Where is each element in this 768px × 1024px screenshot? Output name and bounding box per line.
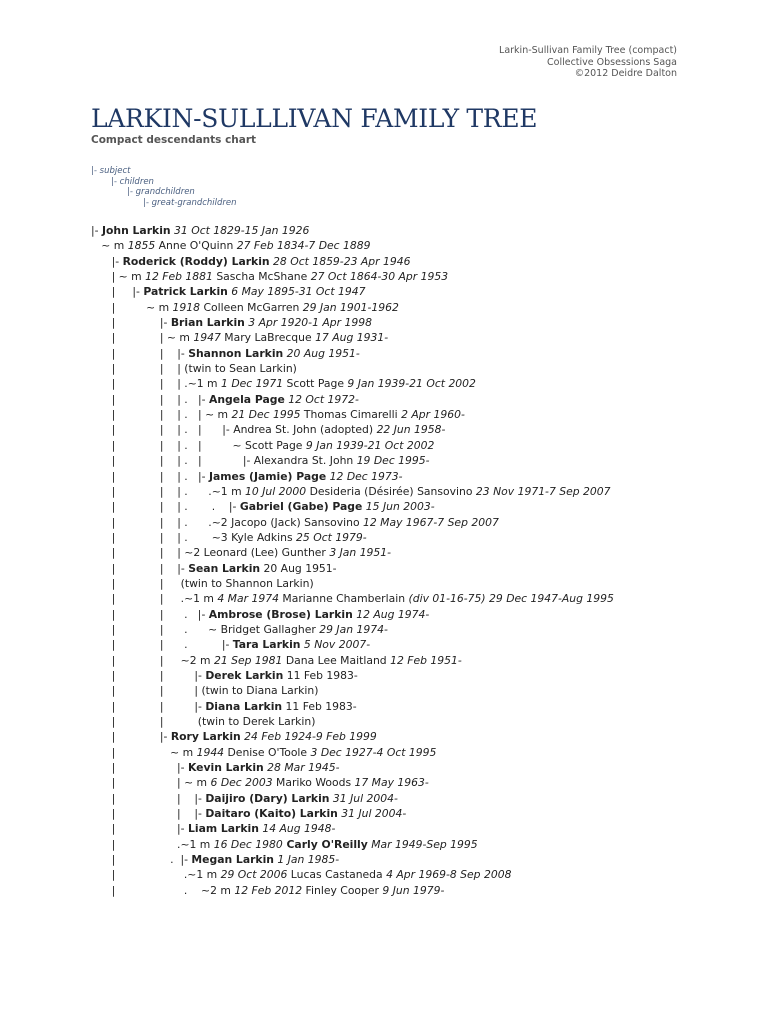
tree-text: | | | . | ~ Scott Page	[91, 438, 306, 452]
date-text: 29 Jan 1901-1962	[302, 300, 399, 314]
date-text: 16 Dec 1980	[213, 837, 283, 851]
date-text: 17 Aug 1931-	[315, 331, 389, 345]
date-text: 23 Nov 1971-7 Sep 2007	[475, 484, 611, 498]
tree-text: | . ~2 m	[91, 883, 235, 897]
tree-text: | |-	[91, 285, 144, 299]
legend-item-grandchildren	[91, 187, 237, 198]
tree-text: 11 Feb 1983-	[282, 699, 357, 713]
tree-text: Anne O'Quinn	[155, 239, 237, 253]
tree-line	[91, 422, 614, 437]
date-text: 1944	[196, 745, 225, 759]
date-text: 12 Aug 1974-	[352, 607, 430, 621]
tree-text: ~ m	[91, 239, 128, 253]
date-text: 12 Oct 1972-	[284, 392, 359, 406]
tree-text: Marianne Chamberlain	[278, 592, 409, 606]
tree-text: Colleen McGarren	[200, 300, 303, 314]
tree-line	[91, 760, 614, 775]
tree-text: | | |-	[91, 561, 189, 575]
tree-text: | | . |-	[91, 638, 233, 652]
date-text: 1947	[193, 331, 221, 345]
tree-text: | | | . | ~ m	[91, 408, 232, 422]
tree-text: | | | .~1 m	[91, 377, 222, 391]
date-text: 15 Jun 2003-	[362, 500, 435, 514]
legend-item-children	[91, 177, 237, 188]
person-name: Shannon Larkin	[188, 346, 284, 360]
date-text: 3 Apr 1920-1 Apr 1998	[244, 316, 372, 330]
tree-text: 11 Feb 1983-	[283, 668, 358, 682]
tree-text: | | ~ m	[91, 331, 194, 345]
tree-text: | | | . | |- Andrea St. John (adopted)	[91, 423, 377, 437]
tree-text: | | (twin to Shannon Larkin)	[91, 576, 314, 590]
tree-line	[91, 376, 614, 391]
tree-text: Mary LaBrecque	[220, 331, 316, 345]
tree-line	[91, 254, 614, 269]
tree-text: | | | . |-	[91, 392, 209, 406]
tree-text: Denise O'Toole	[224, 745, 311, 759]
tree-line	[91, 330, 614, 345]
person-name: Derek Larkin	[205, 668, 284, 682]
tree-line	[91, 346, 614, 361]
person-name: Sean Larkin	[188, 561, 261, 575]
tree-line	[91, 361, 614, 376]
tree-line	[91, 668, 614, 683]
legend	[91, 166, 237, 208]
tree-text: | | | . .~1 m	[91, 484, 246, 498]
tree-text: Thomas Cimarelli	[300, 408, 402, 422]
tree-text: | |-	[91, 761, 188, 775]
date-text: 28 Oct 1859-23 Apr 1946	[269, 254, 411, 268]
date-text: 31 Oct 1829-15 Jan 1926	[170, 224, 310, 237]
person-name: Roderick (Roddy) Larkin	[122, 254, 270, 268]
tree-text: | . |-	[91, 853, 192, 867]
date-text: 4 Apr 1969-8 Sep 2008	[386, 868, 512, 882]
tree-line	[91, 300, 614, 315]
legend-label: children	[119, 176, 154, 187]
date-text: 20 Aug 1951-	[283, 346, 360, 360]
tree-line	[91, 484, 614, 499]
tree-line	[91, 269, 614, 284]
tree-line	[91, 637, 614, 652]
legend-prefix: |-	[91, 166, 100, 176]
tree-text: | | | (twin to Diana Larkin)	[91, 684, 319, 698]
person-name: Ambrose (Brose) Larkin	[208, 607, 353, 621]
tree-line	[91, 453, 614, 468]
legend-item-subject	[91, 166, 237, 177]
person-name: Daitaro (Kaito) Larkin	[205, 807, 338, 821]
tree-text: | | |-	[91, 668, 206, 682]
tree-line	[91, 883, 614, 898]
tree-text: | | | ~2 Leonard (Lee) Gunther	[91, 546, 330, 560]
date-text: 3 Dec 1927-4 Oct 1995	[310, 745, 437, 759]
date-text: 1 Jan 1985-	[274, 853, 340, 867]
person-name: Kevin Larkin	[187, 761, 264, 775]
tree-line	[91, 622, 614, 637]
date-text: 27 Oct 1864-30 Apr 1953	[310, 270, 449, 284]
tree-line	[91, 438, 614, 453]
person-name: Patrick Larkin	[143, 285, 228, 299]
date-text: 22 Jun 1958-	[376, 423, 446, 437]
person-name: Diana Larkin	[205, 699, 283, 713]
tree-line	[91, 223, 614, 238]
legend-prefix: |-	[143, 197, 152, 208]
tree-text: Lucas Castaneda	[287, 868, 387, 882]
tree-text: | | (twin to Derek Larkin)	[91, 715, 316, 728]
tree-line	[91, 407, 614, 422]
header-copyright: ©2012 Deidre Dalton	[574, 68, 677, 80]
date-text: 14 Aug 1948-	[258, 822, 336, 836]
tree-line	[91, 806, 614, 821]
tree-line	[91, 284, 614, 299]
tree-line	[91, 545, 614, 560]
tree-line	[91, 729, 614, 744]
date-text: 31 Jul 2004-	[329, 791, 398, 805]
date-text: 1855	[127, 239, 156, 253]
date-text: 21 Sep 1981	[213, 653, 283, 667]
person-name: John Larkin	[101, 224, 171, 237]
legend-item-great-grandchildren	[91, 198, 237, 209]
tree-text: | | .~1 m	[91, 592, 218, 606]
tree-line	[91, 576, 614, 591]
page-subtitle: Compact descendants chart	[91, 134, 257, 146]
person-name: Liam Larkin	[187, 822, 259, 836]
tree-line	[91, 499, 614, 514]
tree-line	[91, 745, 614, 760]
tree-text: | | ~2 m	[91, 653, 214, 667]
date-text: 9 Jan 1939-21 Oct 2002	[305, 438, 435, 452]
tree-line	[91, 699, 614, 714]
tree-text: Dana Lee Maitland	[282, 653, 391, 667]
date-text: 1918	[172, 300, 201, 314]
tree-line	[91, 852, 614, 867]
tree-text: |-	[91, 254, 123, 268]
header-saga-name: Collective Obsessions Saga	[547, 56, 677, 68]
date-text: 6 Dec 2003	[210, 776, 273, 790]
tree-text: | ~ m	[91, 270, 146, 284]
legend-prefix: |-	[111, 176, 120, 187]
date-text: 5 Nov 2007-	[300, 638, 371, 652]
tree-line	[91, 867, 614, 882]
tree-text: Desideria (Désirée) Sansovino	[306, 484, 476, 498]
tree-line	[91, 714, 614, 729]
tree-line	[91, 561, 614, 576]
date-text: 12 May 1967-7 Sep 2007	[362, 515, 499, 529]
date-text: 4 Mar 1974	[217, 592, 279, 606]
date-text: 27 Feb 1834-7 Dec 1889	[236, 239, 371, 253]
person-name: Rory Larkin	[170, 730, 241, 744]
person-name: Brian Larkin	[170, 316, 245, 330]
tree-text: |-	[91, 224, 102, 237]
tree-line	[91, 392, 614, 407]
tree-line	[91, 791, 614, 806]
legend-prefix: |-	[127, 187, 136, 198]
person-name: Megan Larkin	[191, 853, 274, 867]
tree-line	[91, 315, 614, 330]
tree-line	[91, 653, 614, 668]
tree-text: | | | . | |- Alexandra St. John	[91, 454, 357, 468]
date-text: 12 Feb 1881	[145, 270, 213, 284]
tree-line	[91, 238, 614, 253]
date-text: 28 Mar 1945-	[263, 761, 340, 775]
tree-text: | ~ m	[91, 745, 197, 759]
tree-text: Sascha McShane	[212, 270, 311, 284]
tree-text: | | ~ m	[91, 776, 211, 790]
tree-line	[91, 607, 614, 622]
tree-text: | | |-	[91, 699, 206, 713]
date-text: 9 Jan 1939-21 Oct 2002	[347, 377, 476, 391]
person-name: Daijiro (Dary) Larkin	[205, 791, 330, 805]
date-text: 12 Feb 2012	[234, 883, 303, 897]
date-text: 29 Oct 2006	[220, 868, 288, 882]
tree-line	[91, 683, 614, 698]
tree-text: | | | . .~2 Jacopo (Jack) Sansovino	[91, 515, 363, 529]
date-text: 25 Oct 1979-	[296, 530, 367, 544]
person-name: James (Jamie) Page	[208, 469, 327, 483]
tree-text: | .~1 m	[91, 837, 214, 851]
tree-text: | | | . ~3 Kyle Adkins	[91, 530, 297, 544]
date-text: 10 Jul 2000	[245, 484, 307, 498]
tree-line	[91, 530, 614, 545]
tree-text: | | . |-	[91, 607, 209, 621]
tree-text: | | | . . |-	[91, 500, 240, 514]
date-text: 9 Jun 1979-	[382, 883, 445, 897]
tree-text: | ~ m	[91, 300, 173, 314]
date-text: 1 Dec 1971	[221, 377, 284, 391]
tree-line	[91, 591, 614, 606]
tree-text: | | | (twin to Sean Larkin)	[91, 362, 297, 376]
document-header	[499, 45, 677, 80]
legend-label: grandchildren	[135, 187, 195, 198]
tree-text: | |-	[91, 730, 171, 744]
tree-text: | | . ~ Bridget Gallagher	[91, 622, 320, 636]
date-text: 17 May 1963-	[354, 776, 429, 790]
tree-text: Finley Cooper	[302, 883, 383, 897]
person-name: Gabriel (Gabe) Page	[239, 500, 363, 514]
tree-text: | .~1 m	[91, 868, 221, 882]
person-name: Tara Larkin	[232, 638, 301, 652]
tree-text: | | |-	[91, 807, 206, 821]
person-name: Carly O'Reilly	[282, 837, 368, 851]
tree-text: | |-	[91, 822, 188, 836]
tree-line	[91, 775, 614, 790]
date-text: 31 Jul 2004-	[337, 807, 407, 821]
date-text: 12 Dec 1973-	[326, 469, 403, 483]
date-text: 19 Dec 1995-	[356, 454, 430, 468]
tree-text: 20 Aug 1951-	[260, 561, 337, 575]
family-tree	[91, 223, 614, 898]
date-text: (div 01-16-75) 29 Dec 1947-Aug 1995	[408, 592, 614, 606]
tree-line	[91, 469, 614, 484]
person-name: Angela Page	[208, 392, 285, 406]
header-collection-title: Larkin-Sullivan Family Tree (compact)	[499, 45, 677, 56]
legend-label: subject	[99, 166, 131, 176]
date-text: 29 Jan 1974-	[319, 622, 388, 636]
tree-text: Mariko Woods	[272, 776, 355, 790]
date-text: Mar 1949-Sep 1995	[367, 837, 478, 851]
tree-line	[91, 837, 614, 852]
tree-text: | | | . |-	[91, 469, 209, 483]
tree-text: | | |-	[91, 346, 189, 360]
tree-line	[91, 515, 614, 530]
date-text: 12 Feb 1951-	[390, 653, 462, 667]
date-text: 24 Feb 1924-9 Feb 1999	[240, 730, 377, 744]
legend-label: great-grandchildren	[151, 197, 237, 208]
tree-line	[91, 821, 614, 836]
date-text: 6 May 1895-31 Oct 1947	[227, 285, 366, 299]
date-text: 2 Apr 1960-	[401, 408, 465, 422]
tree-text: | |-	[91, 316, 171, 330]
tree-text: Scott Page	[283, 377, 348, 391]
tree-text: | | |-	[91, 791, 206, 805]
date-text: 21 Dec 1995	[231, 408, 301, 422]
page-title: LARKIN-SULLLIVAN FAMILY TREE	[91, 104, 538, 133]
date-text: 3 Jan 1951-	[329, 546, 392, 560]
